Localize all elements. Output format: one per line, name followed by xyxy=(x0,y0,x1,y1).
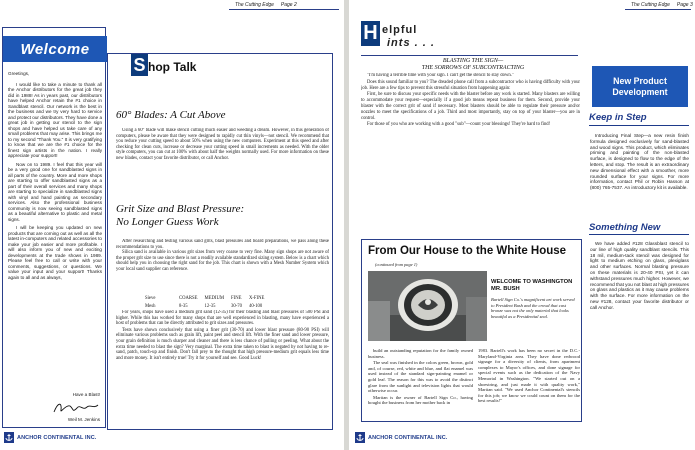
closing: Have a Blast! xyxy=(72,392,100,397)
company-name: ANCHOR CONTINENTAL INC. xyxy=(368,434,448,441)
new-product-banner-line2: Development xyxy=(612,86,668,97)
running-head-section: The Cutting Edge xyxy=(631,2,670,8)
new-product-banner xyxy=(592,66,688,107)
article-paragraph: Tests have shown conclusively that using a finer grit (30-70) and lower blast pressure (80-90 PSI) will eliminate various problems such as grain lift, paint peel and stencil lift. With the finer sand and lower pressure, your grain definition is much sharper and cleaner and there is less chance of pulling or peeling. What about the extra time needed to blast the sign? Very marginal. The extra time taken to blast is negated by not having to re-sand, patch, touch-up and finish. Don't fall prey to the thought that high pressure-medium grit equals less time and more money. It isn't entirely true! Try it for yourself and see. Good Luck! xyxy=(116,327,329,361)
article-paragraph: Martian is the owner of Bartell Sign Co., having bought the business from her mother back in xyxy=(368,394,473,406)
article-heading-blades: 60° Blades: A Cut Above xyxy=(116,109,226,121)
helpful-hints-title-line2: ints . . . xyxy=(387,37,435,49)
table-header-cell: X-FINE xyxy=(248,296,265,301)
article-body-something-new xyxy=(590,241,689,343)
table-header-cell: MEDIUM xyxy=(204,296,225,301)
welcome-letter xyxy=(8,71,102,393)
hints-rule xyxy=(361,55,578,56)
white-house-column-2: 1983. Bartell's work has been no secret in the D.C.-Maryland-Virginia area. They have done redwood signage for a diversity of clients, from apartment complexes to Mayor's offices, and done signage for special events such as the dedication of the Navy Memorial in Washington. "We started out on a shoestring, and just made it with quality work," Martian said. "We used Anchor Continental's stencils for this job; we know we could count on them for the best results!" xyxy=(478,348,580,404)
photo-heading: WELCOME TO WASHINGTON MR. BUSH xyxy=(491,279,573,292)
subheading-keep-in-step: Keep in Step xyxy=(589,112,647,123)
running-head-right xyxy=(631,2,693,8)
article-heading-line2: THE SORROWS OF SUBCONTRACTING xyxy=(421,65,525,71)
subheading-rule xyxy=(589,125,689,126)
table-cell: 12-35 xyxy=(204,304,216,309)
presidential-seal-icon xyxy=(368,271,487,341)
footer-logo-right xyxy=(355,432,447,443)
anchor-logo-icon xyxy=(355,432,365,443)
table-header-cell: Sieve xyxy=(145,296,156,301)
company-name: ANCHOR CONTINENTAL INC. xyxy=(17,434,97,441)
anchor-logo-icon xyxy=(4,432,14,443)
running-head-left xyxy=(235,2,297,8)
article-heading-subcontracting xyxy=(366,58,580,72)
article-paragraph: "I'm having a terrible time with your sign. I can't get the stencil to stay down." xyxy=(367,73,514,78)
presidential-seal-photo xyxy=(368,271,487,341)
white-house-title: From Our House to the White House xyxy=(368,245,567,257)
article-heading-line1: BLASTING THE SIGN— xyxy=(442,58,504,64)
article-heading-grit xyxy=(116,203,244,229)
article-heading-grit-line1: Grit Size and Blast Pressure: xyxy=(116,203,245,215)
table-header-cell: FINE xyxy=(231,296,242,301)
helpful-hints-initial: H xyxy=(361,21,380,46)
article-paragraph: For years, shops have used a medium grit sand (12-35) for their blasting and blast pressures of 500 PSI and higher. While this has worked for many shops that are well experienced in blasting, many have experienced a host of problems that can be directly attributed to grit sizes and pressures. xyxy=(116,310,329,327)
article-paragraph: The seal was finished in the colors green, brown, gold and, of course, red, white and blue, and flat enamel was used instead of the standard sign-painting enamel or gold leaf. The reason for this was to avoid the distinct glare from the sunlight and television lights that would otherwise occur. xyxy=(368,360,473,394)
table-cell: Mesh xyxy=(145,304,156,309)
article-body-pressure xyxy=(116,310,329,418)
subheading-rule xyxy=(589,234,689,235)
table-cell: 8-35 xyxy=(179,304,188,309)
article-body-blades: Using a 60° blade will make stencil cutting much easier and weeding a dream. However, in this generation of computers, please be aware that they were designed to rapidly cut thin vinyls—not stencil. We recommend that you reduce your cutting speed to about 50% when using the new computers. Experiment at this speed and after checking for clean cuts, increase or decrease your cutting speed in small increments as needed. With the older style computers, you can cut at 100% with about half the weights normally used. For more information on these new blades, contact your favorite distributor, or call Anchor. xyxy=(116,128,329,161)
table-header-row xyxy=(145,296,269,302)
signature-image xyxy=(52,400,100,416)
shop-talk-title: hop Talk xyxy=(148,60,197,74)
article-paragraph: Does this sound familiar to you? The dreaded phone call from a subcontractor who is having difficulty with your job. Here are a few tips to prevent this stressful situation from happening again: xyxy=(361,79,580,91)
photo-caption: Bartell Sign Co.'s magnificent art work served to President Bush and the crowd that cast bronze was not the only material that looks beautiful as a Presidential seal. xyxy=(491,297,575,319)
running-head-page: Page 3 xyxy=(676,2,693,8)
new-product-banner-line1: New Product xyxy=(613,75,667,86)
article-paragraph: First, be sure to discuss your specific needs with the blaster before any work is started. Many blasters are willing to accommodate your request—especially if a good job means repeat business for them. Second, provide your blaster with the correct grit of sand if necessary. Most blasters should be able to regulate their pressure and/or nozzles to meet the specifications of a job. Third and most importantly, stay on top of your blaster—you are in control. xyxy=(361,92,580,121)
white-house-column-1 xyxy=(368,348,473,420)
header-rule xyxy=(229,9,339,10)
article-paragraph: Silica sand is available in various grit sizes from very coarse to very fine. Many sign shops are not aware of the proper grit size to use since there is not a readily available standardized sizing system. Below is a chart which should help you in choosing the right sand for the job. This chart is shown with a Mesh Number System which your local sand supplier can reference. xyxy=(116,250,329,272)
table-cell: 30-70 xyxy=(231,304,242,309)
letter-paragraph: I will be keeping you updated on new products that are coming out as well as all the latest in-computers and related accessories to make your job easier and more profitable. I will also inform you of new and exciting developments at the trade shows in 1989. Please feel free to call or write with your comments, suggestions, or questions. We value your input and your support! Thanks again to all and as always, xyxy=(8,225,102,280)
article-body-grit xyxy=(116,239,329,291)
greeting: Greetings, xyxy=(8,71,30,76)
table-cell: 40-100 xyxy=(248,304,263,309)
letter-paragraph: I would like to take a minute to thank all the Anchor distributors for the great job they did in 1988! As in years past, our distributors have helped Anchor retain the #1 choice in Sandblast stencil. Our network is the best in the business and we try very hard to service and protect our distributors. They have done a great job in getting our stencil to the sign shops and have helped us take care of any small problems that may arise. This brings me to my second "Thank You." It is very gratifying to know that we are the #1 choice for the finest sign artists in the nation. I really appreciate your support! xyxy=(8,81,102,158)
article-paragraph: For those of you who are working with a good "sub"—count your blessings! They're hard to find! xyxy=(367,122,551,128)
subheading-something-new: Something New xyxy=(589,222,661,233)
article-body-subcontracting xyxy=(361,73,580,243)
article-paragraph: build an outstanding reputation for the family owned business. xyxy=(368,348,473,359)
letter-paragraph: Now on to 1989. I feel that this year will be a very good one for sandblasted signs in all parts of the country. More and more shops are starting to offer sandblasted signs as a part of their overall services and many shops are starting to specialize in sandblasted signs with vinyl and hand painting as secondary services. Also the professional business community is now seeing sandblasted signs as a beautiful alternative to plastic and metal signs. xyxy=(8,161,102,222)
running-head-section: The Cutting Edge xyxy=(235,2,274,8)
helpful-hints-title-line1: elpful xyxy=(382,24,418,36)
article-body-keep-in-step xyxy=(590,133,689,223)
welcome-banner xyxy=(3,36,107,62)
header-rule xyxy=(625,9,691,10)
table-header-cell: COARSE xyxy=(179,296,198,301)
continued-note: (continued from page 1) xyxy=(375,262,418,267)
welcome-title: Welcome xyxy=(20,40,90,58)
signer-name: Weil M. Jenkins xyxy=(67,417,100,422)
article-paragraph: Introducing Final Step—a new resin finish formula designed exclusively for sand-blasted and wood signs. This product, which eliminates priming and painting of the non-blasted surface, is designed to flow to the edge of the letters, and stop. The result is an extraordinary new dimensional effect with a smoother, more rounded surface for your signs. For more information, contact Phil or Robin Hasson at (800) 765-7537. An introductory kit is available. xyxy=(590,133,689,191)
article-heading-grit-line2: No Longer Guess Work xyxy=(116,216,219,228)
article-paragraph: We have added #128 Glassblast stencil to our line of high quality sandblast stencils. This 18 mil, medium-tack stencil was designed for light to medium etching on glass, plexiglass and other surfaces. Normal blasting pressure on these materials is 20-40 PSI, yet it can withstand pressures much higher. However, we recommend that you not blast at high pressures on glass and plastics as it may cause problems with the surface. For more information on the new #128, contact your favorite distributor or call Anchor. xyxy=(590,241,689,310)
shop-talk-initial: S xyxy=(131,54,148,76)
footer-logo-left xyxy=(4,432,96,443)
running-head-page: Page 2 xyxy=(280,2,297,8)
article-paragraph: After researching and testing various sand grits, blast pressures and board preparations, we pass along these recommendations to you. xyxy=(116,239,329,250)
